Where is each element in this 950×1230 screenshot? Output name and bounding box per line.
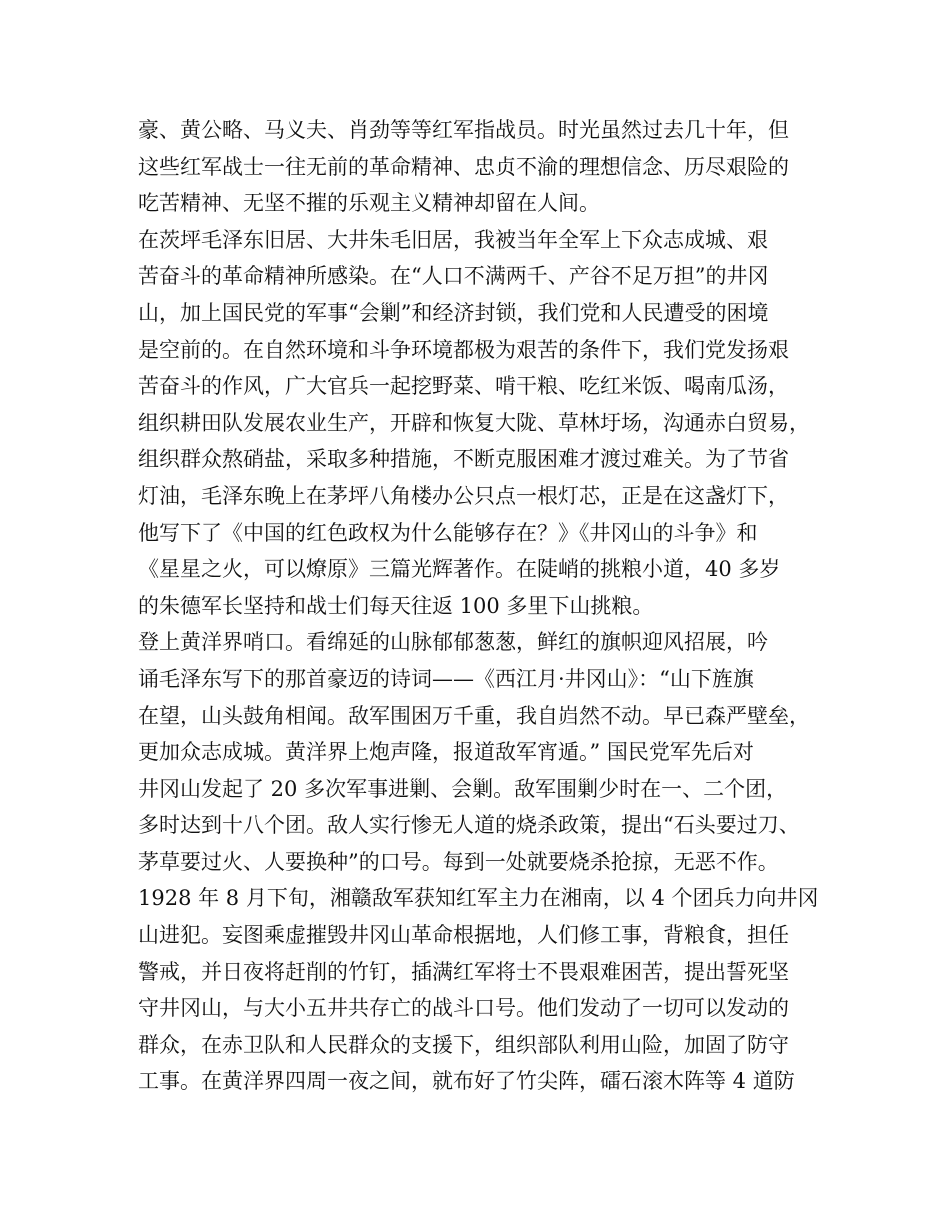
text-line: 工事。在黄洋界四周一夜之间，就布好了竹尖阵，礌石滚木阵等 4 道防: [138, 1069, 795, 1094]
text-line: 组织耕田队发展农业生产，开辟和恢复大陇、草林圩场，沟通赤白贸易，: [138, 410, 810, 435]
text-line: 在望，山头鼓角相闻。敌军围困万千重，我自岿然不动。早已森严壁垒，: [138, 703, 810, 728]
text-line: 茅草要过火、人要换种”的口号。每到一处就要烧杀抢掠，无恶不作。: [138, 849, 779, 874]
text-line: 灯油，毛泽东晚上在茅坪八角楼办公只点一根灯芯，正是在这盏灯下，: [138, 483, 789, 508]
text-line: 登上黄洋界哨口。看绵延的山脉郁郁葱葱，鲜红的旗帜迎风招展，吟: [138, 630, 768, 655]
text-line: 吃苦精神、无坚不摧的乐观主义精神却留在人间。: [138, 191, 600, 216]
text-line: 多时达到十八个团。敌人实行惨无人道的烧杀政策，提出“石头要过刀、: [138, 813, 800, 838]
body-text: [138, 112, 838, 1100]
text-line: 豪、黄公略、马义夫、肖劲等等红军指战员。时光虽然过去几十年，但: [138, 118, 789, 142]
text-line: 《星星之火，可以燎原》三篇光辉著作。在陡峭的挑粮小道，40 多岁: [138, 557, 781, 582]
text-line: 山进犯。妄图乘虚摧毁井冈山革命根据地，人们修工事，背粮食，担任: [138, 923, 789, 948]
text-line: 苦奋斗的作风，广大官兵一起挖野菜、啃干粮、吃红米饭、喝南瓜汤，: [138, 374, 789, 399]
text-line: 他写下了《中国的红色政权为什么能够存在？》《井冈山的斗争》和: [138, 520, 758, 545]
text-line: 在茨坪毛泽东旧居、大井朱毛旧居，我被当年全军上下众志成城、艰: [138, 227, 768, 252]
text-line: 的朱德军长坚持和战士们每天往返 100 多里下山挑粮。: [138, 593, 654, 618]
text-line: 是空前的。在自然环境和斗争环境都极为艰苦的条件下，我们党发扬艰: [138, 337, 789, 362]
text-line: 组织群众熬硝盐，采取多种措施，不断克服困难才渡过难关。为了节省: [138, 447, 789, 472]
text-line: 1928 年 8 月下旬，湘赣敌军获知红军主力在湘南，以 4 个团兵力向井冈: [138, 886, 819, 911]
text-line: 更加众志成城。黄洋界上炮声隆，报道敌军宵遁。” 国民党军先后对: [138, 740, 754, 765]
text-line: 山，加上国民党的军事“会剿”和经济封锁，我们党和人民遭受的困境: [138, 300, 769, 325]
text-line: 警戒，并日夜将赶削的竹钉，插满红军将士不畏艰难困苦，提出誓死坚: [138, 959, 789, 984]
text-line: 苦奋斗的革命精神所感染。在“人口不满两千、产谷不足万担”的井冈: [138, 264, 769, 289]
text-line: 井冈山发起了 20 多次军事进剿、会剿。敌军围剿少时在一、二个团，: [138, 776, 788, 801]
text-line: 诵毛泽东写下的那首豪迈的诗词——《西江月·井冈山》：“山下旌旗: [138, 666, 754, 691]
text-line: 群众，在赤卫队和人民群众的支援下，组织部队利用山险，加固了防守: [138, 1032, 789, 1057]
text-line: 守井冈山，与大小五井共存亡的战斗口号。他们发动了一切可以发动的: [138, 996, 789, 1021]
text-line: 这些红军战士一往无前的革命精神、忠贞不渝的理想信念、历尽艰险的: [138, 154, 789, 179]
